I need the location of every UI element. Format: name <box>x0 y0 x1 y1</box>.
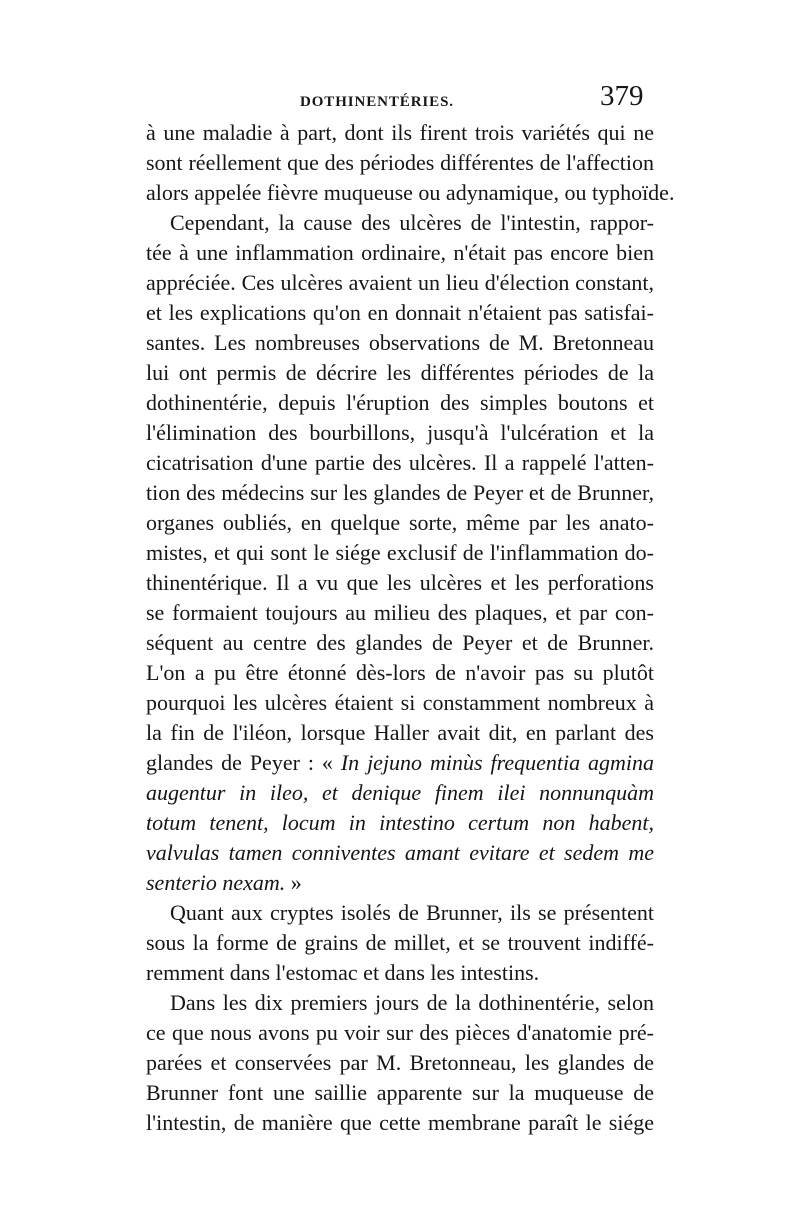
text-line: santes. Les nombreuses observations de M. Bretonneau <box>146 330 654 355</box>
text-line: mistes, et qui sont le siége exclusif de l'inflammation do- <box>146 540 654 565</box>
text-italic: In jejuno minùs frequentia agmina <box>340 750 655 775</box>
text-line-italic: valvulas tamen conniventes amant evitare et sedem me <box>146 840 654 865</box>
text-line: thinentérique. Il a vu que les ulcères et les perforations <box>146 570 654 595</box>
text-line: pourquoi les ulcères étaient si constamment nombreux à <box>146 690 654 715</box>
text-line-italic: augentur in ileo, et denique finem ilei nonnunquàm <box>146 780 654 805</box>
text-line: tée à une inflammation ordinaire, n'était pas encore bien <box>146 240 654 265</box>
text-line: lui ont permis de décrire les différentes périodes de la <box>146 360 654 385</box>
text-line: L'on a pu être étonné dès-lors de n'avoir pas su plutôt <box>146 660 654 685</box>
text-line: à une maladie à part, dont ils firent trois variétés qui ne <box>146 120 654 145</box>
text-line: Dans les dix premiers jours de la dothinentérie, selon <box>170 990 654 1015</box>
text-line: la fin de l'iléon, lorsque Haller avait dit, en parlant des <box>146 720 654 745</box>
page-number: 379 <box>600 80 644 112</box>
text-italic: senterio nexam. <box>146 870 286 895</box>
text-line: Cependant, la cause des ulcères de l'intestin, rappor- <box>170 210 654 235</box>
text-line-mixed <box>146 748 654 778</box>
text-line: parées et conservées par M. Bretonneau, les glandes de <box>146 1050 654 1075</box>
text-line: l'intestin, de manière que cette membrane paraît le siége <box>146 1110 654 1135</box>
text-line: sous la forme de grains de millet, et se trouvent indiffé- <box>146 930 654 955</box>
text-line: ce que nous avons pu voir sur des pièces d'anatomie pré- <box>146 1020 654 1045</box>
text-line: Quant aux cryptes isolés de Brunner, ils se présentent <box>170 900 654 925</box>
text-line: dothinentérie, depuis l'éruption des simples boutons et <box>146 390 654 415</box>
text-line: Brunner font une saillie apparente sur la muqueuse de <box>146 1080 654 1105</box>
running-title: DOTHINENTÉRIES. <box>300 94 454 110</box>
text-line: organes oubliés, en quelque sorte, même par les anato- <box>146 510 654 535</box>
text-line: appréciée. Ces ulcères avaient un lieu d'élection constant, <box>146 270 654 295</box>
text-line: sont réellement que des périodes différentes de l'affection <box>146 150 654 175</box>
text-line-closing <box>146 868 654 898</box>
text-roman: » <box>285 870 302 895</box>
text-line: remment dans l'estomac et dans les intestins. <box>146 960 540 985</box>
text-line: cicatrisation d'une partie des ulcères. Il a rappelé l'atten- <box>146 450 654 475</box>
text-roman: glandes de Peyer : « <box>146 750 341 775</box>
text-line-italic: totum tenent, locum in intestino certum non habent, <box>146 810 654 835</box>
text-line: séquent au centre des glandes de Peyer et de Brunner. <box>146 630 654 655</box>
text-line: se formaient toujours au milieu des plaques, et par con- <box>146 600 654 625</box>
text-line: tion des médecins sur les glandes de Peyer et de Brunner, <box>146 480 654 505</box>
text-line: et les explications qu'on en donnait n'étaient pas satisfai- <box>146 300 654 325</box>
text-line: alors appelée fièvre muqueuse ou adynamique, ou typhoïde. <box>146 180 675 205</box>
text-line: l'élimination des bourbillons, jusqu'à l'ulcération et la <box>146 420 654 445</box>
